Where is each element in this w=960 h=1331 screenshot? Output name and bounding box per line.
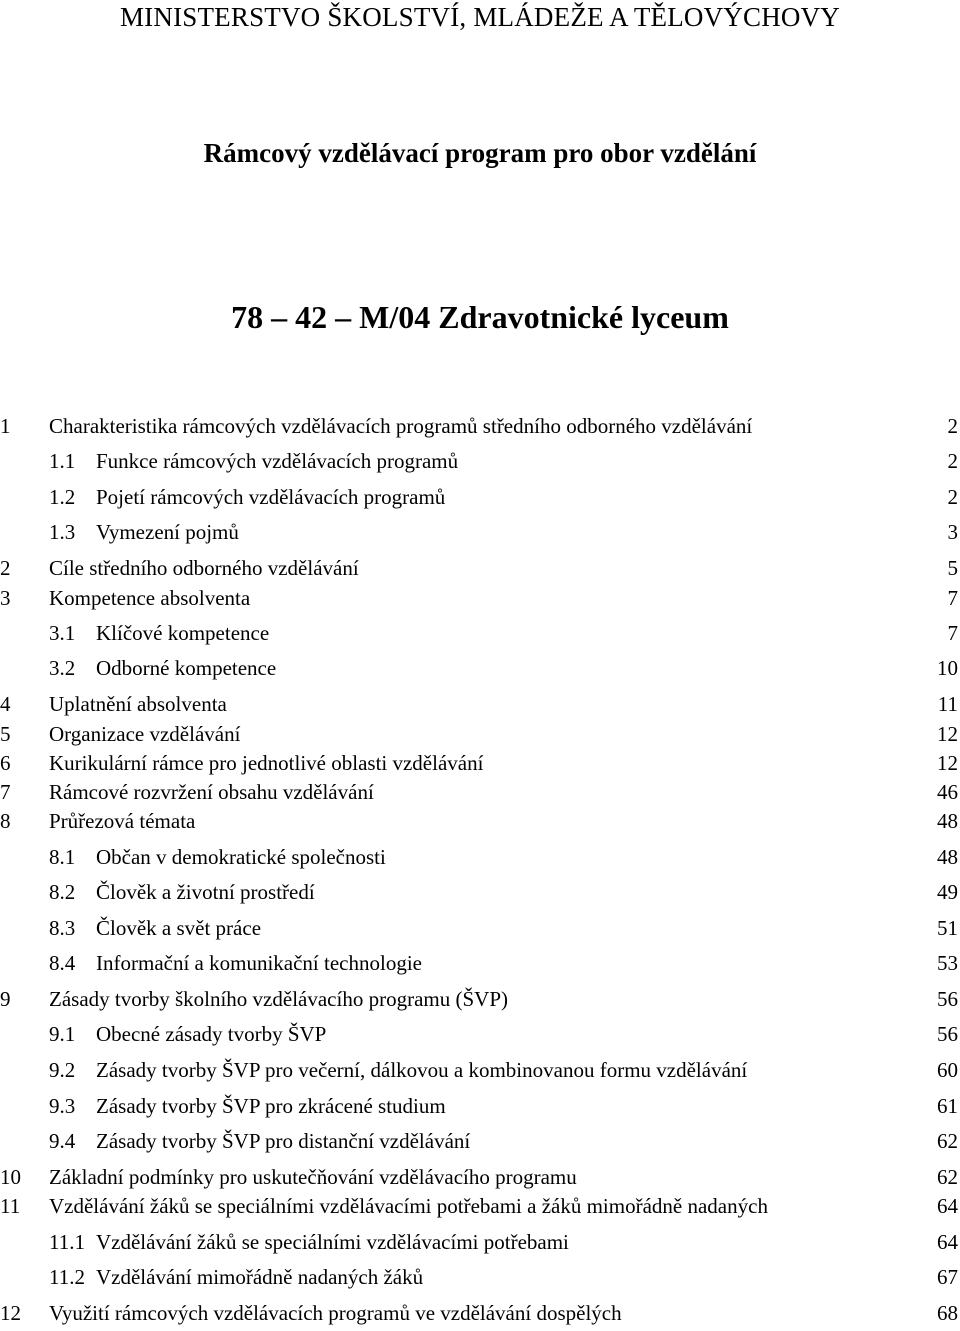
toc-entry[interactable] — [0, 414, 960, 444]
toc-entry-page: 68 — [937, 1301, 958, 1325]
toc-entry-number: 3 — [0, 586, 11, 610]
toc-entry-page: 7 — [947, 586, 958, 610]
toc-entry-number: 8.4 — [49, 951, 76, 975]
toc-entry-page: 12 — [937, 722, 958, 746]
toc-entry-title: Informační a komunikační technologie — [96, 951, 422, 975]
toc-entry-number: 8.2 — [49, 880, 76, 904]
toc-entry-page: 7 — [947, 621, 958, 645]
toc-entry[interactable] — [0, 1265, 960, 1295]
toc-entry-page: 60 — [937, 1058, 958, 1082]
toc-entry[interactable] — [0, 556, 960, 586]
toc-entry-title: Klíčové kompetence — [96, 621, 270, 645]
toc-entry-number: 2 — [0, 556, 11, 580]
toc-entry-title: Organizace vzdělávání — [49, 722, 241, 746]
toc-entry-title: Cíle středního odborného vzdělávání — [49, 556, 359, 580]
toc-entry-page: 53 — [937, 951, 958, 975]
toc-entry-title: Obecné zásady tvorby ŠVP — [96, 1022, 327, 1046]
toc-entry[interactable] — [0, 987, 960, 1017]
toc-entry-title: Charakteristika rámcových vzdělávacích programů středního odborného vzdělávání — [49, 414, 753, 438]
toc-entry-number: 8.1 — [49, 845, 76, 869]
toc-entry-title: Funkce rámcových vzdělávacích programů — [96, 449, 459, 473]
toc-entry-page: 48 — [937, 845, 958, 869]
toc-entry-page: 62 — [937, 1165, 958, 1189]
toc-entry-title: Kompetence absolventa — [49, 586, 251, 610]
toc-entry-title: Kurikulární rámce pro jednotlivé oblasti vzdělávání — [49, 751, 484, 775]
toc-entry-title: Pojetí rámcových vzdělávacích programů — [96, 485, 446, 509]
toc-entry-title: Průřezová témata — [49, 809, 196, 833]
toc-entry-title: Člověk a životní prostředí — [96, 880, 315, 904]
toc-entry-title: Člověk a svět práce — [96, 916, 262, 940]
toc-entry[interactable] — [0, 722, 960, 752]
toc-entry[interactable] — [0, 1230, 960, 1260]
toc-entry-page: 3 — [947, 520, 958, 544]
toc-entry[interactable] — [0, 621, 960, 651]
toc-entry-title: Základní podmínky pro uskutečňování vzdělávacího programu — [49, 1165, 577, 1189]
toc-entry-page: 61 — [937, 1094, 958, 1118]
toc-entry[interactable] — [0, 916, 960, 946]
toc-entry-number: 3.2 — [49, 656, 76, 680]
toc-entry-number: 12 — [0, 1301, 21, 1325]
toc-entry-number: 6 — [0, 751, 11, 775]
toc-entry-number: 5 — [0, 722, 11, 746]
toc-entry-page: 51 — [937, 916, 958, 940]
toc-entry-number: 3.1 — [49, 621, 76, 645]
toc-entry-page: 48 — [937, 809, 958, 833]
toc-entry-title: Zásady tvorby školního vzdělávacího programu (ŠVP) — [49, 987, 508, 1011]
toc-entry[interactable] — [0, 1165, 960, 1195]
toc-entry-page: 2 — [947, 414, 958, 438]
toc-entry-number: 8 — [0, 809, 11, 833]
toc-entry[interactable] — [0, 1129, 960, 1159]
toc-entry[interactable] — [0, 1022, 960, 1052]
toc-entry[interactable] — [0, 485, 960, 515]
toc-entry-title: Rámcové rozvržení obsahu vzdělávání — [49, 780, 374, 804]
toc-entry-number: 1.2 — [49, 485, 76, 509]
toc-entry[interactable] — [0, 520, 960, 550]
toc-entry[interactable] — [0, 1194, 960, 1224]
toc-entry-number: 7 — [0, 780, 11, 804]
toc-entry[interactable] — [0, 951, 960, 981]
toc-entry[interactable] — [0, 656, 960, 686]
toc-entry-number: 10 — [0, 1165, 21, 1189]
toc-entry-title: Zásady tvorby ŠVP pro distanční vzdělávání — [96, 1129, 471, 1153]
ministry-heading: MINISTERSTVO ŠKOLSTVÍ, MLÁDEŽE A TĚLOVÝCHOVY — [119, 2, 841, 32]
toc-entry-title: Využití rámcových vzdělávacích programů ve vzdělávání dospělých — [49, 1301, 622, 1325]
toc-entry[interactable] — [0, 1301, 960, 1331]
toc-entry[interactable] — [0, 1058, 960, 1088]
toc-entry-number: 1 — [0, 414, 11, 438]
toc-entry-page: 67 — [937, 1265, 958, 1289]
toc-entry-page: 46 — [937, 780, 958, 804]
toc-entry[interactable] — [0, 1094, 960, 1124]
toc-entry[interactable] — [0, 845, 960, 875]
program-code-title: 78 – 42 – M/04 Zdravotnické lyceum — [231, 299, 729, 335]
toc-entry[interactable] — [0, 880, 960, 910]
toc-entry-title: Vzdělávání mimořádně nadaných žáků — [96, 1265, 424, 1289]
toc-entry-number: 1.3 — [49, 520, 76, 544]
toc-entry-page: 12 — [937, 751, 958, 775]
toc-entry[interactable] — [0, 692, 960, 722]
toc-entry-title: Zásady tvorby ŠVP pro zkrácené studium — [96, 1094, 446, 1118]
toc-entry-title: Uplatnění absolventa — [49, 692, 227, 716]
toc-entry[interactable] — [0, 449, 960, 479]
toc-entry-title: Odborné kompetence — [96, 656, 277, 680]
toc-entry-number: 9 — [0, 987, 11, 1011]
toc-entry-number: 9.1 — [49, 1022, 76, 1046]
toc-entry-number: 9.3 — [49, 1094, 76, 1118]
toc-entry-title: Vzdělávání žáků se speciálními vzdělávacími potřebami — [96, 1230, 569, 1254]
toc-entry-page: 64 — [937, 1230, 958, 1254]
toc-entry-page: 2 — [947, 449, 958, 473]
toc-entry-page: 2 — [947, 485, 958, 509]
toc-entry-page: 49 — [937, 880, 958, 904]
toc-entry[interactable] — [0, 586, 960, 616]
toc-entry-number: 4 — [0, 692, 11, 716]
toc-entry-page: 11 — [937, 692, 958, 716]
toc-entry-number: 1.1 — [49, 449, 76, 473]
toc-entry-page: 56 — [937, 1022, 958, 1046]
toc-entry-page: 62 — [937, 1129, 958, 1153]
toc-entry[interactable] — [0, 780, 960, 810]
toc-entry-title: Zásady tvorby ŠVP pro večerní, dálkovou a kombinovanou formu vzdělávání — [96, 1058, 748, 1082]
toc-entry-number: 11 — [0, 1194, 21, 1218]
toc-entry-title: Vzdělávání žáků se speciálními vzdělávacími potřebami a žáků mimořádně nadaných — [49, 1194, 768, 1218]
toc-entry-number: 9.4 — [49, 1129, 76, 1153]
toc-entry-page: 10 — [937, 656, 958, 680]
toc-entry-number: 11.1 — [49, 1230, 85, 1254]
toc-entry-number: 11.2 — [49, 1265, 85, 1289]
toc-entry-title: Občan v demokratické společnosti — [96, 845, 386, 869]
toc-entry[interactable] — [0, 751, 960, 781]
toc-entry[interactable] — [0, 809, 960, 839]
document-subtitle: Rámcový vzdělávací program pro obor vzdělání — [203, 138, 757, 168]
toc-entry-page: 5 — [947, 556, 958, 580]
toc-entry-page: 56 — [937, 987, 958, 1011]
toc-entry-number: 9.2 — [49, 1058, 76, 1082]
toc-entry-page: 64 — [937, 1194, 958, 1218]
toc-entry-title: Vymezení pojmů — [96, 520, 239, 544]
toc-entry-number: 8.3 — [49, 916, 76, 940]
